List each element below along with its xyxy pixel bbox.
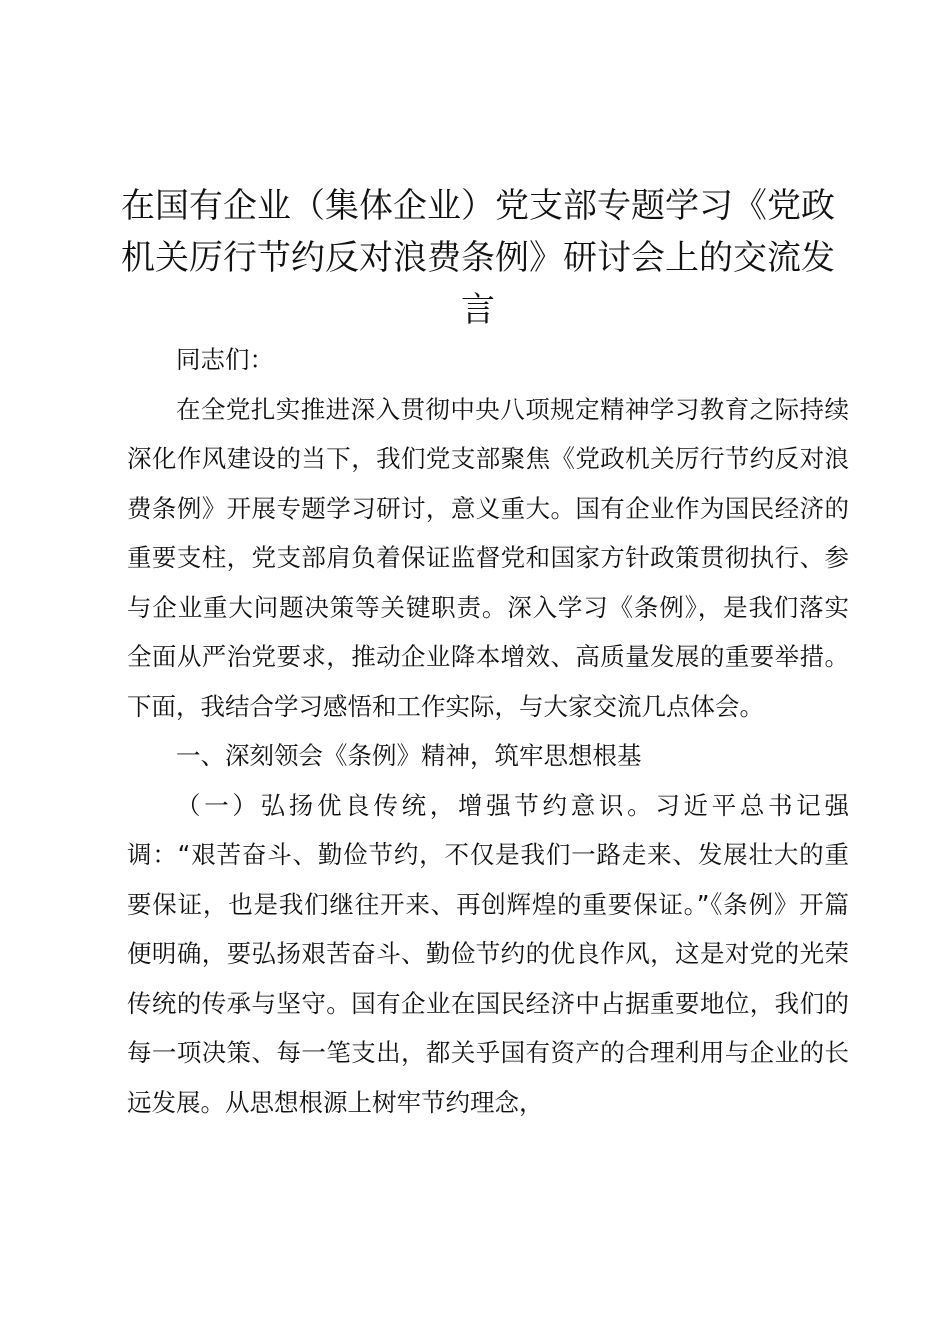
salutation: 同志们： bbox=[176, 345, 274, 374]
intro-paragraph: 在全党扎实推进深入贯彻中央八项规定精神学习教育之际持续深化作风建设的当下，我们党支部聚焦《党政机关厉行节约反对浪费条例》开展专题学习研讨，意义重大。国有企业作为国民经济的重要支柱，党支部肩负着保证监督党和国家方针政策贯彻执行、参与企业重大问题决策等关键职责。深入学习《条例》，是我们落实全面从严治党要求，推动企业降本增效、高质量发展的重要举措。下面，我结合学习感悟和工作实际，与大家交流几点体会。 bbox=[127, 394, 849, 721]
document-title: 在国有企业（集体企业）党支部专题学习《党政机关厉行节约反对浪费条例》研讨会上的交流发言 bbox=[121, 186, 835, 330]
section-heading: 一、深刻领会《条例》精神，筑牢思想根基 bbox=[176, 741, 642, 770]
subsection-paragraph: （一）弘扬优良传统，增强节约意识。习近平总书记强调：“艰苦奋斗、勤俭节约，不仅是我们一路走来、发展壮大的重要保证，也是我们继往开来、再创辉煌的重要保证。”《条例》开篇便明确，要弘扬艰苦奋斗、勤俭节约的优良作风，这是对党的光荣传统的传承与坚守。国有企业在国民经济中占据重要地位，我们的每一项决策、每一笔支出，都关乎国有资产的合理利用与企业的长远发展。从思想根源上树牢节约理念， bbox=[127, 790, 849, 1117]
document-body bbox=[127, 335, 849, 1127]
